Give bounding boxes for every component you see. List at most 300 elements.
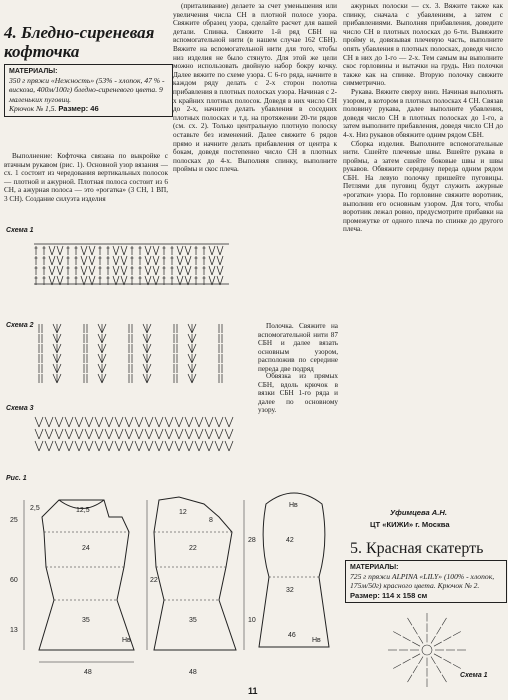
stitch-mark xyxy=(165,429,169,439)
stitch-mark xyxy=(102,344,106,353)
stitch-mark xyxy=(65,417,69,427)
column2c-text xyxy=(258,322,338,374)
stitch-mark xyxy=(192,374,196,383)
column2b-text xyxy=(258,372,338,415)
stitch-mark xyxy=(52,256,55,265)
sleeve-top: 42 xyxy=(286,537,294,544)
stitch-mark xyxy=(188,354,192,363)
stitch-mark xyxy=(188,266,191,275)
sleeve-height: 10 xyxy=(248,617,256,624)
stitch-mark xyxy=(175,417,179,427)
stitch-mark xyxy=(84,266,87,275)
materials-hook: Крючок № 1,5. xyxy=(9,103,57,113)
stitch-mark xyxy=(209,441,213,451)
article5-materials-text: 725 г пряжи ALPINA «LILY» (100% - хлопок, 175м/50г) красного цвета. Крючок № 2. xyxy=(350,572,495,591)
stitch-mark xyxy=(57,334,61,343)
stitch-mark xyxy=(49,417,53,427)
article5-title: 5. Красная скатерть xyxy=(350,540,484,557)
stitch-mark xyxy=(199,429,203,439)
stitch-mark xyxy=(229,417,233,427)
stitch-mark xyxy=(85,441,89,451)
stitch-mark xyxy=(35,417,39,427)
stitch-mark xyxy=(79,417,83,427)
motif-stitch xyxy=(408,618,413,625)
stitch-mark xyxy=(119,429,123,439)
stitch-mark xyxy=(179,429,183,439)
scheme2-label: Схема 2 xyxy=(6,322,34,329)
stitch-mark xyxy=(49,256,52,265)
stitch-mark xyxy=(185,246,188,255)
stitch-mark xyxy=(49,441,53,451)
crochet-schemes-drawing xyxy=(4,232,262,462)
page-number: 11 xyxy=(248,686,258,696)
stitch-mark xyxy=(143,344,147,353)
stitch-mark xyxy=(215,429,219,439)
stitch-mark xyxy=(109,441,113,451)
stitch-mark xyxy=(177,256,180,265)
stitch-mark xyxy=(180,246,183,255)
stitch-mark xyxy=(121,266,124,275)
stitch-mark xyxy=(59,429,63,439)
stitch-mark xyxy=(219,417,223,427)
stitch-mark xyxy=(52,246,55,255)
stitch-mark xyxy=(155,417,159,427)
stitch-mark xyxy=(95,429,99,439)
stitch-mark xyxy=(219,441,223,451)
stitch-mark xyxy=(49,266,52,275)
sleeve-bottom: 46 xyxy=(288,632,296,639)
column3-text xyxy=(343,2,503,234)
stitch-mark xyxy=(75,429,79,439)
stitch-mark xyxy=(185,266,188,275)
stitch-mark xyxy=(156,246,159,255)
stitch-mark xyxy=(188,256,191,265)
back-low: 35 xyxy=(189,617,197,624)
stitch-mark xyxy=(115,429,119,439)
stitch-mark xyxy=(99,429,103,439)
stitch-mark xyxy=(188,246,191,255)
scheme3-label: Схема 3 xyxy=(6,405,34,412)
pattern-pieces-drawing xyxy=(4,482,344,687)
stitch-mark xyxy=(98,374,102,383)
stitch-mark xyxy=(209,246,212,255)
motif-stitch xyxy=(419,636,424,643)
sleeve-low: 32 xyxy=(286,587,294,594)
stitch-mark xyxy=(102,354,106,363)
stitch-mark xyxy=(149,417,153,427)
stitch-mark xyxy=(169,429,173,439)
front-height-mid: 25 xyxy=(10,517,18,524)
stitch-mark xyxy=(129,441,133,451)
stitch-mark xyxy=(53,364,57,373)
motif-stitch xyxy=(393,664,401,668)
stitch-mark xyxy=(124,246,127,255)
motif-stitch xyxy=(403,659,411,663)
scheme1-label: Схема 1 xyxy=(6,227,34,234)
stitch-mark xyxy=(60,246,63,255)
stitch-mark xyxy=(92,246,95,255)
stitch-mark xyxy=(52,266,55,275)
stitch-mark xyxy=(135,429,139,439)
stitch-mark xyxy=(143,354,147,363)
column3-sleeves: Рукава. Вяжите сверху вниз. Начиная выполнять узором, в котором в плотных полосках 4 СН. Связав половину рукава, далее выполните убавления, доведя число СН в плотных полосках до 1-го, а затем выполните прибавления, доведя число СН до 4-х. Низ рукавов обвяжите одним рядом СБН. xyxy=(343,87,504,139)
stitch-mark xyxy=(145,417,149,427)
stitch-mark xyxy=(129,429,133,439)
stitch-mark xyxy=(159,441,163,451)
stitch-mark xyxy=(60,266,63,275)
stitch-mark xyxy=(147,364,151,373)
stitch-mark xyxy=(205,441,209,451)
stitch-mark xyxy=(35,441,39,451)
motif-stitch xyxy=(453,664,461,668)
stitch-mark xyxy=(139,429,143,439)
stitch-mark xyxy=(39,441,43,451)
stitch-mark xyxy=(60,256,63,265)
stitch-mark xyxy=(85,429,89,439)
stitch-mark xyxy=(156,266,159,275)
stitch-mark xyxy=(217,266,220,275)
stitch-mark xyxy=(212,256,215,265)
stitch-mark xyxy=(98,334,102,343)
stitch-mark xyxy=(92,266,95,275)
stitch-mark xyxy=(192,364,196,373)
article5-materials-size: Размер: 114 х 158 см xyxy=(350,590,428,600)
stitch-mark xyxy=(195,417,199,427)
stitch-mark xyxy=(209,266,212,275)
stitch-mark xyxy=(125,441,129,451)
back-height: 22 xyxy=(150,577,158,584)
stitch-mark xyxy=(98,354,102,363)
stitch-mark xyxy=(188,344,192,353)
column2-text xyxy=(173,2,337,174)
stitch-mark xyxy=(189,441,193,451)
stitch-mark xyxy=(99,417,103,427)
stitch-mark xyxy=(225,429,229,439)
stitch-mark xyxy=(89,441,93,451)
stitch-mark xyxy=(79,429,83,439)
motif-stitch xyxy=(412,654,420,658)
stitch-mark xyxy=(195,441,199,451)
stitch-mark xyxy=(55,429,59,439)
motif-stitch xyxy=(443,659,451,663)
stitch-mark xyxy=(189,429,193,439)
stitch-mark xyxy=(177,266,180,275)
stitch-mark xyxy=(115,441,119,451)
article5-materials-label: МАТЕРИАЛЫ: xyxy=(350,564,399,571)
stitch-mark xyxy=(209,429,213,439)
back-side: 8 xyxy=(209,517,213,524)
stitch-mark xyxy=(148,256,151,265)
stitch-mark xyxy=(135,417,139,427)
motif-stitch xyxy=(431,657,436,664)
stitch-mark xyxy=(155,441,159,451)
stitch-mark xyxy=(180,266,183,275)
stitch-mark xyxy=(169,441,173,451)
stitch-mark xyxy=(39,429,43,439)
motif-stitch xyxy=(412,642,420,646)
stitch-mark xyxy=(69,417,73,427)
stitch-mark xyxy=(149,429,153,439)
motif-stitch xyxy=(419,657,424,664)
stitch-mark xyxy=(102,334,106,343)
stitch-mark xyxy=(188,334,192,343)
stitch-mark xyxy=(57,374,61,383)
stitch-mark xyxy=(185,429,189,439)
stitch-mark xyxy=(129,417,133,427)
stitch-mark xyxy=(109,417,113,427)
stitch-mark xyxy=(147,334,151,343)
stitch-mark xyxy=(205,417,209,427)
sleeve-nv: Нв xyxy=(289,502,298,509)
back-bottom: 48 xyxy=(189,669,197,676)
stitch-mark xyxy=(35,429,39,439)
article5-materials-box xyxy=(345,560,507,603)
stitch-mark xyxy=(81,246,84,255)
stitch-mark xyxy=(102,324,106,333)
stitch-mark xyxy=(199,417,203,427)
front-bottom-width: 48 xyxy=(84,669,92,676)
motif-stitch xyxy=(442,675,447,682)
stitch-mark xyxy=(212,246,215,255)
stitch-mark xyxy=(135,441,139,451)
stitch-mark xyxy=(113,266,116,275)
stitch-mark xyxy=(147,374,151,383)
stitch-mark xyxy=(217,246,220,255)
stitch-mark xyxy=(116,246,119,255)
column2-paragraph: (приталивание) делаете за счет уменьшения или увеличения числа СН в плотной полосе узора. Свяжите образец узора, сделайте расчет для вашей детали. Спинка. Свяжите 1-й ряд СБН на вспомогательной нити (в нашем случае 162 СБН). Вяжите на вспомогательной нити для того, чтобы низ изделия не было стянуто. Для этой же цели можно использовать двойную набор бокру кочку. Далее вяжите по схеме узора. С 6-го ряда, начните в каждом ряду делать с 2-х сторон полотна прибавления в плотных полосках узора. Начиная с 2-х крайних плотных полосок. Доведя в них число СН до 2-х, начните делать убавления в соседних плотных полосках и т.д. на протяжении 20-ти рядов (см. сх. 2). Только центральную плотную полоску оставьте без изменений. Далее свяжите 6 рядов прямо и начните делать прибавления от центра к бокам, доведя постепенно число СН в плотных полосках до 4-х. Выполняя спинку, выполните проймы и скос плеча. xyxy=(173,2,337,174)
stitch-mark xyxy=(92,256,95,265)
front-nv: Нв xyxy=(122,637,131,644)
stitch-mark xyxy=(84,256,87,265)
stitch-mark xyxy=(205,429,209,439)
stitch-mark xyxy=(147,354,151,363)
stitch-mark xyxy=(124,256,127,265)
stitch-mark xyxy=(57,256,60,265)
stitch-mark xyxy=(98,364,102,373)
stitch-mark xyxy=(55,417,59,427)
stitch-mark xyxy=(109,429,113,439)
stitch-mark xyxy=(89,429,93,439)
stitch-mark xyxy=(195,429,199,439)
stitch-mark xyxy=(89,266,92,275)
stitch-mark xyxy=(180,256,183,265)
stitch-mark xyxy=(229,429,233,439)
stitch-mark xyxy=(185,256,188,265)
stitch-mark xyxy=(53,344,57,353)
materials-box xyxy=(4,64,173,117)
stitch-mark xyxy=(143,364,147,373)
stitch-mark xyxy=(225,417,229,427)
article-title-line2: кофточка xyxy=(4,42,80,61)
stitch-mark xyxy=(89,417,93,427)
materials-size: Размер: 46 xyxy=(58,103,99,113)
stitch-mark xyxy=(119,417,123,427)
stitch-mark xyxy=(124,266,127,275)
stitch-mark xyxy=(156,256,159,265)
stitch-mark xyxy=(102,374,106,383)
stitch-mark xyxy=(53,374,57,383)
fig1-label: Рис. 1 xyxy=(6,475,27,482)
stitch-mark xyxy=(179,441,183,451)
stitch-mark xyxy=(148,266,151,275)
stitch-mark xyxy=(53,354,57,363)
back-top: 12 xyxy=(179,509,187,516)
stitch-mark xyxy=(192,354,196,363)
stitch-mark xyxy=(69,429,73,439)
author-name: Уфимцева А.Н. xyxy=(390,508,447,517)
stitch-mark xyxy=(215,417,219,427)
stitch-mark xyxy=(39,417,43,427)
stitch-mark xyxy=(55,441,59,451)
stitch-mark xyxy=(121,256,124,265)
stitch-mark xyxy=(199,441,203,451)
stitch-mark xyxy=(192,344,196,353)
stitch-mark xyxy=(99,441,103,451)
stitch-mark xyxy=(175,441,179,451)
back-mid: 22 xyxy=(189,545,197,552)
front-height-lower: 13 xyxy=(10,627,18,634)
stitch-mark xyxy=(115,417,119,427)
stitch-mark xyxy=(220,266,223,275)
stitch-mark xyxy=(149,441,153,451)
motif-stitch xyxy=(431,636,436,643)
stitch-mark xyxy=(105,441,109,451)
stitch-mark xyxy=(75,417,79,427)
stitch-mark xyxy=(95,417,99,427)
stitch-mark xyxy=(125,429,129,439)
stitch-mark xyxy=(159,429,163,439)
motif-stitch xyxy=(437,666,442,673)
stitch-mark xyxy=(165,417,169,427)
stitch-mark xyxy=(139,417,143,427)
motif-stitch xyxy=(408,675,413,682)
column1-text xyxy=(4,152,168,204)
stitch-mark xyxy=(209,417,213,427)
stitch-mark xyxy=(143,334,147,343)
stitch-mark xyxy=(153,246,156,255)
stitch-mark xyxy=(209,256,212,265)
stitch-mark xyxy=(57,354,61,363)
author-club: ЦТ «КИЖИ» г. Москва xyxy=(370,520,450,529)
stitch-mark xyxy=(177,246,180,255)
motif-stitch xyxy=(434,642,442,646)
front-side-top: 2,5 xyxy=(30,505,40,512)
stitch-mark xyxy=(192,334,196,343)
stitch-mark xyxy=(59,441,63,451)
stitch-mark xyxy=(125,417,129,427)
stitch-mark xyxy=(69,441,73,451)
materials-label: МАТЕРИАЛЫ: xyxy=(9,68,58,75)
stitch-mark xyxy=(229,441,233,451)
stitch-mark xyxy=(119,441,123,451)
stitch-mark xyxy=(139,441,143,451)
stitch-mark xyxy=(121,246,124,255)
stitch-mark xyxy=(53,324,57,333)
stitch-mark xyxy=(45,441,49,451)
stitch-mark xyxy=(113,256,116,265)
motif-stitch xyxy=(413,627,418,634)
stitch-mark xyxy=(49,429,53,439)
stitch-mark xyxy=(84,246,87,255)
stitch-mark xyxy=(159,417,163,427)
stitch-mark xyxy=(65,441,69,451)
sleeve-side: 28 xyxy=(248,537,256,544)
front-top-width: 12,5 xyxy=(76,507,90,514)
stitch-mark xyxy=(53,334,57,343)
stitch-mark xyxy=(145,256,148,265)
stitch-mark xyxy=(165,441,169,451)
column3-assembly: Сборка изделия. Выполните вспомогательные нити. Сшейте плечевые швы. Вшейте рукава в проймы, а затем сшейте боковые швы и швы рукавов. Обвяжите середину переда одним рядом СБН. На левую полочку пришейте пуговицы. Петлями для пуговиц будут служить ажурные «рогатки» узора. По горловине свяжите воротник, выполнив его основным узором. Для того, чтобы воротник лежал ровно, предусмотрите прибавки на промежутке от одного плеча по спинке до другого плеча. xyxy=(343,139,503,234)
stitch-mark xyxy=(185,441,189,451)
stitch-mark xyxy=(143,324,147,333)
stitch-mark xyxy=(79,441,83,451)
stitch-mark xyxy=(215,441,219,451)
stitch-mark xyxy=(188,374,192,383)
stitch-mark xyxy=(105,417,109,427)
stitch-mark xyxy=(147,344,151,353)
motif-center-ring xyxy=(422,645,432,655)
column2c-paragraph: Полочка. Свяжите на вспомогательной нити 87 СБН и далее вязать основным узором, расположив по середине переда две подряд xyxy=(258,322,338,373)
article-title-line1: 4. Бледно-сиреневая xyxy=(4,23,155,42)
stitch-mark xyxy=(185,417,189,427)
stitch-mark xyxy=(143,374,147,383)
stitch-mark xyxy=(95,441,99,451)
stitch-mark xyxy=(45,417,49,427)
stitch-mark xyxy=(217,256,220,265)
stitch-mark xyxy=(116,256,119,265)
motif-stitch xyxy=(437,627,442,634)
sleeve-nv2: Нв xyxy=(312,637,321,644)
stitch-mark xyxy=(153,266,156,275)
stitch-mark xyxy=(75,441,79,451)
stitch-mark xyxy=(116,266,119,275)
stitch-mark xyxy=(212,266,215,275)
stitch-mark xyxy=(145,266,148,275)
stitch-mark xyxy=(102,364,106,373)
stitch-mark xyxy=(179,417,183,427)
stitch-mark xyxy=(188,324,192,333)
stitch-mark xyxy=(113,246,116,255)
stitch-mark xyxy=(145,246,148,255)
stitch-mark xyxy=(65,429,69,439)
column1-paragraph: Выполнение: Кофточка связана по выкройке с втачным рукавом (рис. 1). Основной узор вязания — сх. 1 состоит из чередования вертикальных полосок — плотной и ажурной. Плотная полоса состоит из 6 СН, а ажурная полоса — это «рогатка» (3 СН, 1 ВП, 3 СН). Создание силуэта изделия xyxy=(4,152,168,203)
stitch-mark xyxy=(59,417,63,427)
motif-stitch xyxy=(413,666,418,673)
stitch-mark xyxy=(153,256,156,265)
stitch-mark xyxy=(155,429,159,439)
motif-stitch xyxy=(403,637,411,641)
stitch-mark xyxy=(45,429,49,439)
stitch-mark xyxy=(57,324,61,333)
stitch-mark xyxy=(169,417,173,427)
stitch-mark xyxy=(225,441,229,451)
stitch-mark xyxy=(57,246,60,255)
article5-scheme-label: Схема 1 xyxy=(460,672,488,679)
stitch-mark xyxy=(220,246,223,255)
stitch-mark xyxy=(81,256,84,265)
stitch-mark xyxy=(175,429,179,439)
motif-stitch xyxy=(453,631,461,635)
stitch-mark xyxy=(57,364,61,373)
stitch-mark xyxy=(57,344,61,353)
materials-text: 350 г пряжи «Нежность» (53% - хлопок, 47 % - вискоза, 400м/100г) бледно-сиреневого цвета. 9 маленьких пуговиц. xyxy=(9,76,165,104)
stitch-mark xyxy=(219,429,223,439)
front-low-width: 35 xyxy=(82,617,90,624)
column2b-paragraph: Обвязка из прямых СБН, вдоль крючок в вязки СБН 1-го ряда и далее по основному узору. xyxy=(258,372,338,415)
column3-paragraph: ажурных полоски — сх. 3. Вяжите также как спинку, сначала с убавлениям, а затем с прибавлениями. Выполняя прибавления, доведите число СН в плотных полосках до 6-ти. Вывяжите пройму и, довязывая плечевую часть, выполните опять убавления в плотных полосках, доведя число СН в них до 1-го — 2-х. Тем самым вы выполните скос горловины и вытачки на грудь. Низ полочки также как на спинке. Вторую полочку свяжите симметрично. xyxy=(343,2,503,88)
stitch-mark xyxy=(81,266,84,275)
motif-stitch xyxy=(393,631,401,635)
